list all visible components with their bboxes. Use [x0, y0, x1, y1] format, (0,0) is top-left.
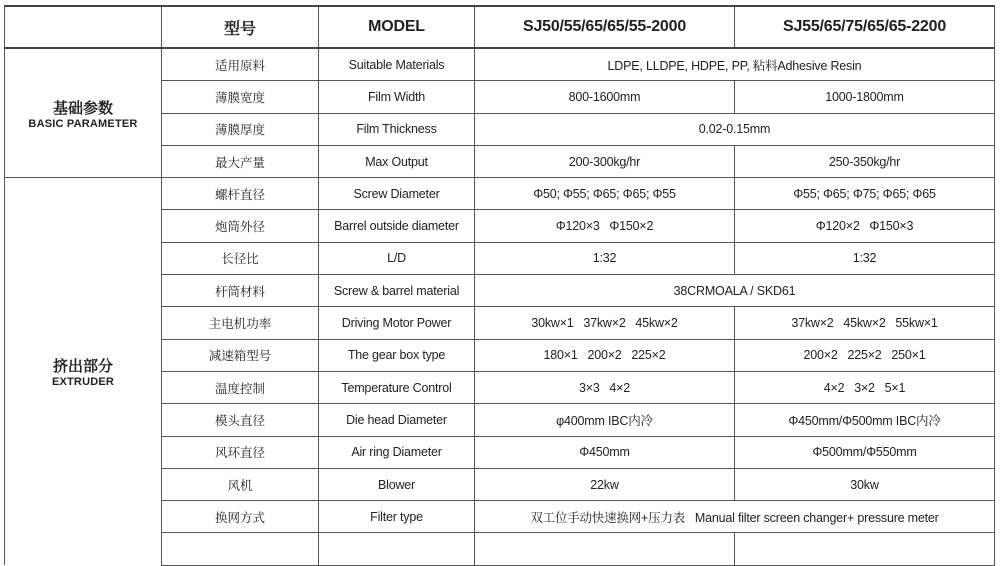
header-model: MODEL	[319, 6, 475, 48]
param-en: L/D	[319, 242, 475, 274]
category-zh: 基础参数	[52, 98, 113, 117]
category-basic-parameter	[5, 48, 162, 178]
param-zh: 换网方式	[162, 501, 319, 533]
param-en: Die head Diameter	[319, 404, 475, 436]
header-model-col1: SJ50/55/65/65/55-2000	[475, 6, 735, 48]
param-value-col2: 1:32	[735, 242, 995, 274]
category-extruder	[5, 178, 162, 566]
param-value-col2: 1000-1800mm	[735, 81, 995, 113]
table-row	[5, 48, 995, 81]
param-en: Film Width	[319, 81, 475, 113]
param-zh: 风环直径	[162, 436, 319, 468]
param-zh: 风机	[162, 468, 319, 500]
param-en: Air ring Diameter	[319, 436, 475, 468]
param-value-col2: Φ120×2 Φ150×3	[735, 210, 995, 242]
param-value-col1: 180×1 200×2 225×2	[475, 339, 735, 371]
param-en: Screw Diameter	[319, 178, 475, 210]
param-value-col1: Φ450mm	[475, 436, 735, 468]
param-value-col2: Φ450mm/Φ500mm IBC内冷	[735, 404, 995, 436]
param-zh: 模头直径	[162, 404, 319, 436]
param-en: The gear box type	[319, 339, 475, 371]
header-model-col2: SJ55/65/75/65/65-2200	[735, 6, 995, 48]
param-value-col1: φ400mm IBC内冷	[475, 404, 735, 436]
param-zh: 长径比	[162, 242, 319, 274]
param-value-col2: Φ55; Φ65; Φ75; Φ65; Φ65	[735, 178, 995, 210]
category-en: BASIC PARAMETER	[28, 117, 138, 130]
param-value-col2: 250-350kg/hr	[735, 145, 995, 177]
param-en: Temperature Control	[319, 371, 475, 403]
param-zh: 螺杆直径	[162, 178, 319, 210]
param-en: Filter type	[319, 501, 475, 533]
param-zh: 薄膜厚度	[162, 113, 319, 145]
spec-table	[4, 5, 995, 566]
param-value-merged: LDPE, LLDPE, HDPE, PP, 粘料Adhesive Resin	[475, 48, 995, 81]
param-value-col1: 22kw	[475, 468, 735, 500]
param-value-col2: 37kw×2 45kw×2 55kw×1	[735, 307, 995, 339]
header-row	[5, 6, 995, 48]
param-en: Film Thickness	[319, 113, 475, 145]
continuation-cell	[735, 533, 995, 565]
param-value-col1: Φ120×3 Φ150×2	[475, 210, 735, 242]
param-value-col1: 3×3 4×2	[475, 371, 735, 403]
param-zh: 减速箱型号	[162, 339, 319, 371]
param-zh: 炮筒外径	[162, 210, 319, 242]
param-zh: 主电机功率	[162, 307, 319, 339]
param-value-merged: 38CRMOALA / SKD61	[475, 275, 995, 307]
category-zh: 挤出部分	[52, 357, 113, 376]
continuation-cell	[319, 533, 475, 565]
param-zh: 温度控制	[162, 371, 319, 403]
param-value-col2: 200×2 225×2 250×1	[735, 339, 995, 371]
category-en: EXTRUDER	[51, 376, 115, 389]
param-zh: 最大产量	[162, 145, 319, 177]
param-value-merged: 双工位手动快速换网+压力表 Manual filter screen changer+ pressure meter	[475, 501, 995, 533]
param-zh: 适用原料	[162, 48, 319, 81]
param-en: Max Output	[319, 145, 475, 177]
table-row	[5, 178, 995, 210]
param-en: Suitable Materials	[319, 48, 475, 81]
param-value-col1: 1:32	[475, 242, 735, 274]
param-value-merged: 0.02-0.15mm	[475, 113, 995, 145]
param-zh: 杆筒材料	[162, 275, 319, 307]
param-value-col1: Φ50; Φ55; Φ65; Φ65; Φ55	[475, 178, 735, 210]
param-zh: 薄膜宽度	[162, 81, 319, 113]
param-value-col2: Φ500mm/Φ550mm	[735, 436, 995, 468]
param-en: Blower	[319, 468, 475, 500]
continuation-cell	[475, 533, 735, 565]
header-zh-model: 型号	[162, 6, 319, 48]
param-en: Screw & barrel material	[319, 275, 475, 307]
continuation-cell	[162, 533, 319, 565]
param-value-col1: 200-300kg/hr	[475, 145, 735, 177]
param-en: Driving Motor Power	[319, 307, 475, 339]
param-value-col1: 800-1600mm	[475, 81, 735, 113]
param-value-col2: 30kw	[735, 468, 995, 500]
param-value-col1: 30kw×1 37kw×2 45kw×2	[475, 307, 735, 339]
header-blank-cell	[5, 6, 162, 48]
param-value-col2: 4×2 3×2 5×1	[735, 371, 995, 403]
param-en: Barrel outside diameter	[319, 210, 475, 242]
